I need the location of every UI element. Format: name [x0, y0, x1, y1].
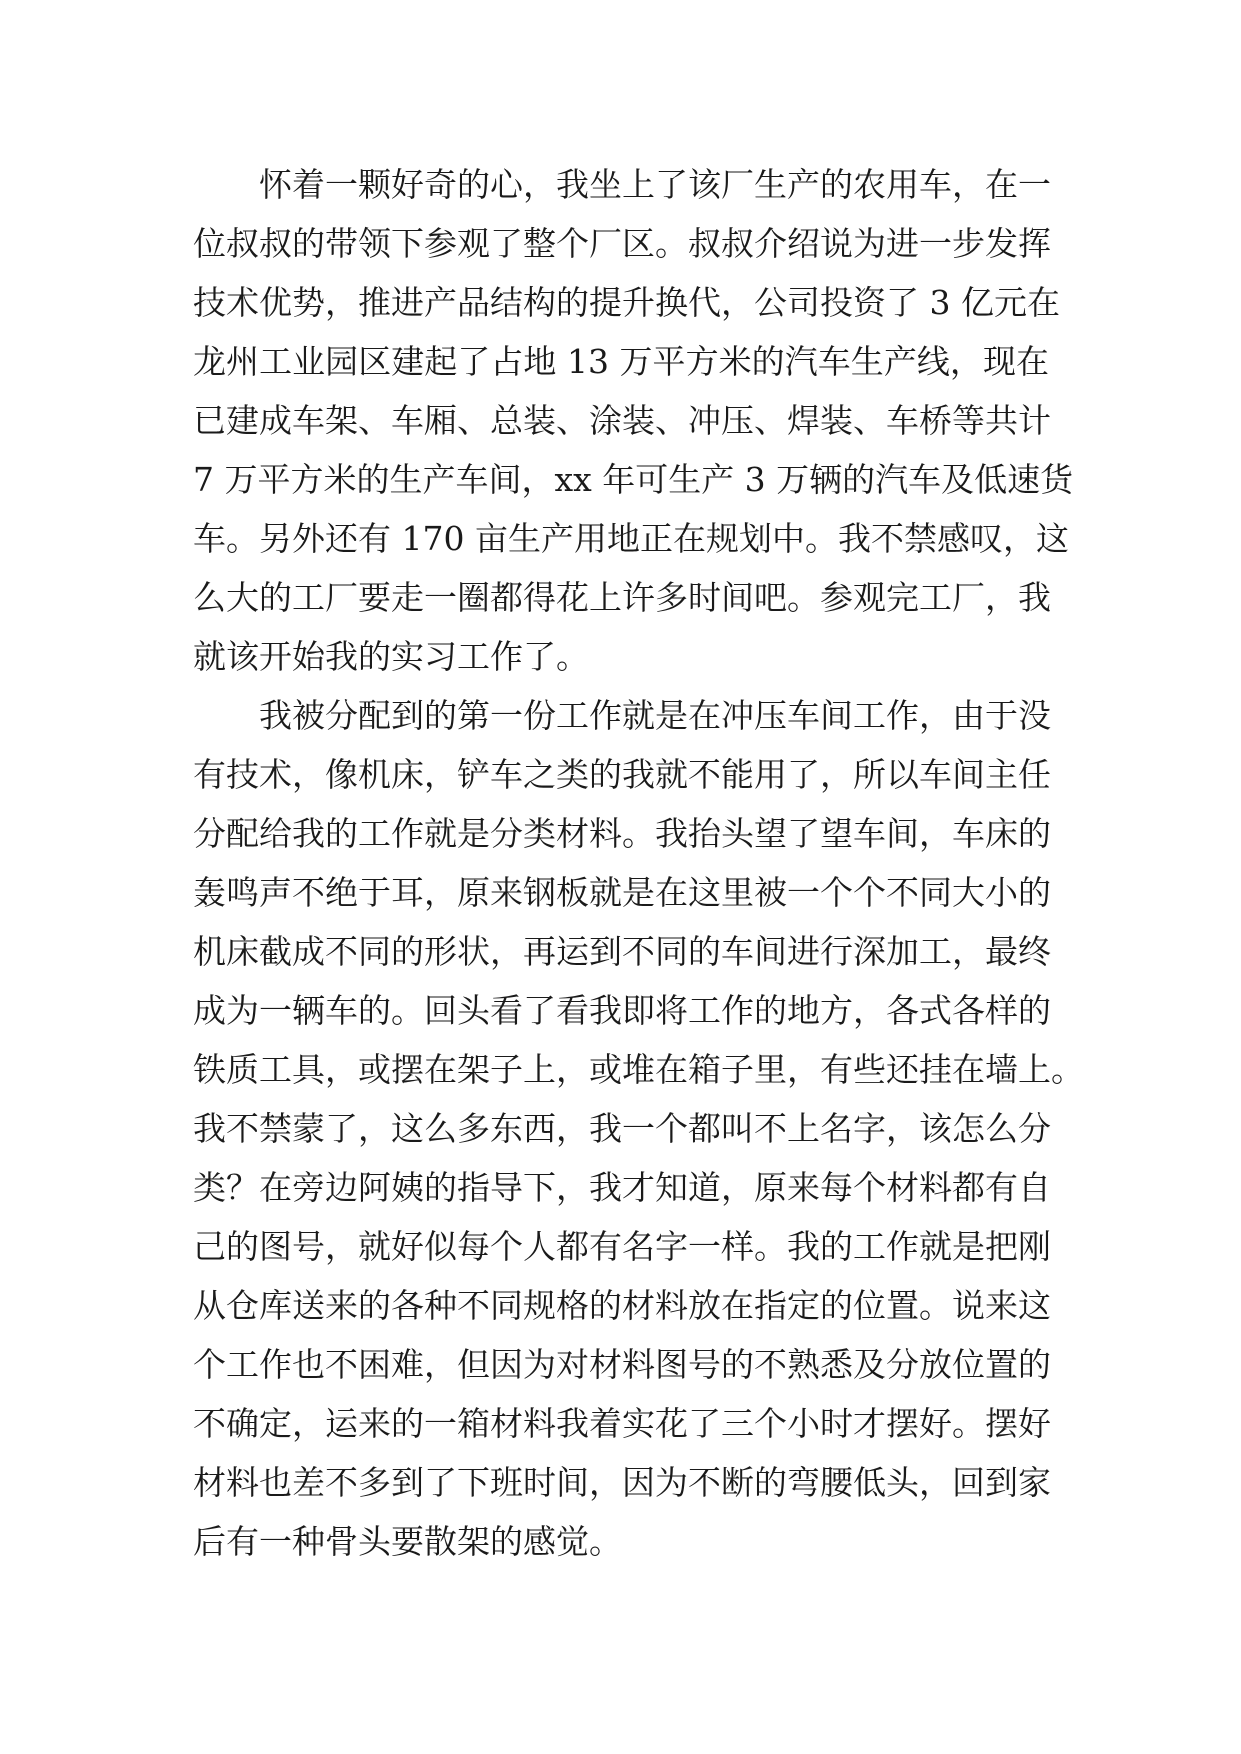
text-line: 己的图号，就好似每个人都有名字一样。我的工作就是把刚: [193, 1227, 1051, 1266]
text-line: 位叔叔的带领下参观了整个厂区。叔叔介绍说为进一步发挥: [193, 224, 1051, 263]
text-line: 从仓库送来的各种不同规格的材料放在指定的位置。说来这: [193, 1286, 1051, 1325]
text-line: 成为一辆车的。回头看了看我即将工作的地方，各式各样的: [193, 991, 1051, 1030]
text-line: 有技术，像机床，铲车之类的我就不能用了，所以车间主任: [193, 755, 1051, 794]
body-text: [193, 155, 1084, 1571]
text-line: 7 万平方米的生产车间，xx 年可生产 3 万辆的汽车及低速货: [193, 460, 1074, 499]
text-line: 车。另外还有 170 亩生产用地正在规划中。我不禁感叹，这: [193, 519, 1069, 558]
text-line: 我不禁蒙了，这么多东西，我一个都叫不上名字，该怎么分: [193, 1109, 1051, 1148]
text-line: 技术优势，推进产品结构的提升换代，公司投资了 3 亿元在: [193, 283, 1060, 322]
text-line: 不确定，运来的一箱材料我着实花了三个小时才摆好。摆好: [193, 1404, 1051, 1443]
text-line: 怀着一颗好奇的心，我坐上了该厂生产的农用车，在一: [259, 165, 1051, 204]
text-line: 已建成车架、车厢、总装、涂装、冲压、焊装、车桥等共计: [193, 401, 1051, 440]
text-line: 机床截成不同的形状，再运到不同的车间进行深加工，最终: [193, 932, 1051, 971]
text-line: 铁质工具，或摆在架子上，或堆在箱子里，有些还挂在墙上。: [193, 1050, 1084, 1089]
paragraph-2: [193, 686, 1084, 1571]
text-line: 龙州工业园区建起了占地 13 万平方米的汽车生产线，现在: [193, 342, 1049, 381]
text-line: 轰鸣声不绝于耳，原来钢板就是在这里被一个个不同大小的: [193, 873, 1051, 912]
text-line: 么大的工厂要走一圈都得花上许多时间吧。参观完工厂，我: [193, 578, 1051, 617]
text-line: 分配给我的工作就是分类材料。我抬头望了望车间，车床的: [193, 814, 1051, 853]
text-line: 就该开始我的实习工作了。: [193, 637, 589, 676]
text-line: 我被分配到的第一份工作就是在冲压车间工作，由于没: [259, 696, 1051, 735]
text-line: 材料也差不多到了下班时间，因为不断的弯腰低头，回到家: [193, 1463, 1051, 1502]
text-line: 个工作也不困难，但因为对材料图号的不熟悉及分放位置的: [193, 1345, 1051, 1384]
paragraph-1: [193, 155, 1074, 686]
text-line: 后有一种骨头要散架的感觉。: [193, 1522, 622, 1561]
text-line: 类？在旁边阿姨的指导下，我才知道，原来每个材料都有自: [193, 1168, 1051, 1207]
